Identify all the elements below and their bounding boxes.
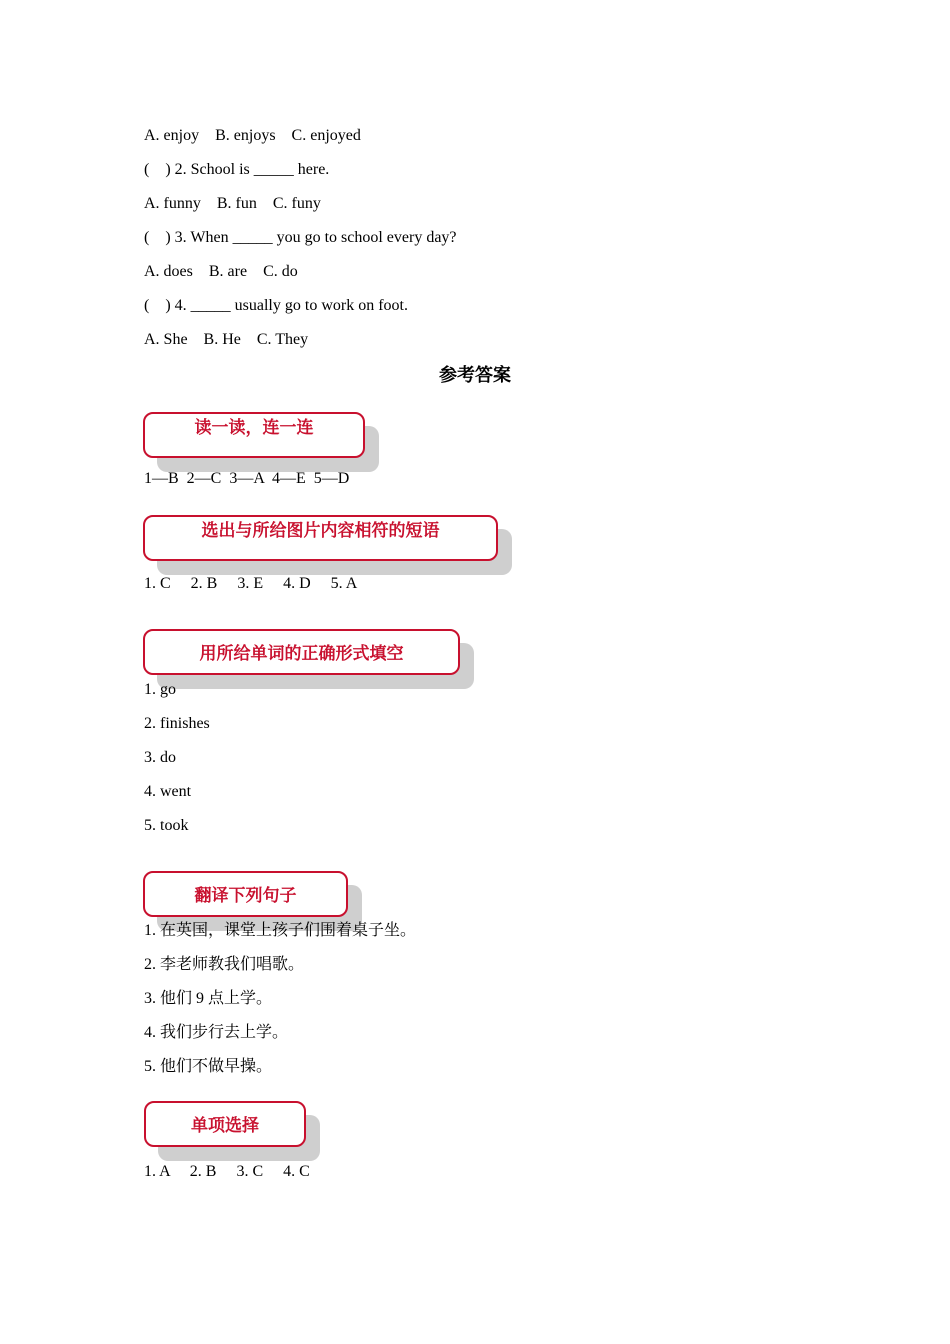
question-line: A. funny B. fun C. funy: [144, 195, 321, 212]
answer-line: 1. A 2. B 3. C 4. C: [144, 1163, 310, 1180]
answer-line: 2. finishes: [144, 715, 210, 732]
question-line: A. enjoy B. enjoys C. enjoyed: [144, 127, 361, 144]
question-line: A. does B. are C. do: [144, 263, 298, 280]
question-line: ( ) 4. _____ usually go to work on foot.: [144, 297, 408, 314]
section-heading: 用所给单词的正确形式填空: [143, 629, 460, 675]
section-heading: 读一读，连一连: [143, 412, 365, 458]
section-banner-translate: [143, 871, 348, 917]
section-heading: 单项选择: [144, 1101, 306, 1147]
section-heading: 翻译下列句子: [143, 871, 348, 917]
answer-line: 3. 他们 9 点上学。: [144, 990, 273, 1007]
section-banner-fill-in: [143, 629, 460, 675]
question-line: ( ) 2. School is _____ here.: [144, 161, 330, 178]
section-heading: 选出与所给图片内容相符的短语: [143, 515, 498, 561]
answer-line: 3. do: [144, 749, 176, 766]
section-banner-single-choice: [144, 1101, 306, 1147]
section-banner-match: [143, 412, 365, 458]
answer-line: 1—B 2—C 3—A 4—E 5—D: [144, 470, 350, 487]
section-banner-choose-phrase: [143, 515, 498, 561]
answer-line: 2. 李老师教我们唱歌。: [144, 956, 305, 973]
answer-line: 4. went: [144, 783, 192, 800]
answer-line: 1. go: [144, 681, 176, 698]
answer-line: 4. 我们步行去上学。: [144, 1024, 289, 1041]
answer-line: 1. 在英国，课堂上孩子们围着桌子坐。: [144, 922, 417, 939]
answer-line: 5. took: [144, 817, 189, 834]
answer-key-title: 参考答案: [439, 365, 511, 386]
question-line: ( ) 3. When _____ you go to school every day?: [144, 229, 457, 246]
answer-line: 1. C 2. B 3. E 4. D 5. A: [144, 575, 358, 592]
question-line: A. She B. He C. They: [144, 331, 309, 348]
answer-line: 5. 他们不做早操。: [144, 1058, 273, 1075]
